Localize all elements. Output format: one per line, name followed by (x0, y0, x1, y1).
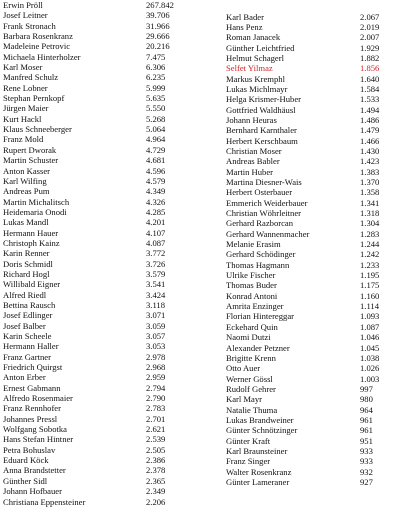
candidate-name: Otto Auer (226, 363, 261, 374)
candidate-name: Eduard Köck (3, 455, 49, 466)
candidate-name: Kurt Hackl (3, 113, 42, 124)
vote-count: 951 (360, 435, 373, 446)
vote-count: 1.430 (360, 145, 380, 156)
vote-count: 1.318 (360, 208, 380, 219)
vote-count: 927 (360, 476, 373, 487)
candidate-name: Franz Singer (226, 456, 271, 467)
candidate-name: Selfet Yilmaz (226, 63, 273, 74)
vote-count: 29.666 (146, 31, 170, 42)
vote-count: 3.424 (146, 289, 166, 300)
vote-count: 1.046 (360, 332, 380, 343)
vote-count: 1.026 (360, 363, 380, 374)
candidate-name: Rupert Dworak (3, 144, 57, 155)
vote-count: 4.087 (146, 237, 166, 248)
vote-count: 2.978 (146, 351, 166, 362)
vote-count: 3.059 (146, 320, 166, 331)
vote-count: 7.475 (146, 51, 166, 62)
candidate-name: Gottfried Waldhäusl (226, 104, 296, 115)
candidate-name: Konrad Antoni (226, 290, 278, 301)
candidate-name: Günter Kraft (226, 435, 271, 446)
candidate-name: Stephan Pernkopf (3, 93, 65, 104)
vote-count: 1.479 (360, 125, 380, 136)
candidate-name: Friedrich Quirgst (3, 362, 63, 373)
candidate-name: Werner Gössl (226, 373, 273, 384)
candidate-name: Helga Krismer-Huber (226, 94, 301, 105)
candidate-name: Madeleine Petrovic (3, 41, 71, 52)
vote-count: 5.268 (146, 113, 166, 124)
vote-count: 1.584 (360, 83, 380, 94)
candidate-name: Josef Balber (3, 320, 46, 331)
vote-count: 4.729 (146, 144, 166, 155)
vote-count: 4.964 (146, 134, 166, 145)
candidate-name: Karin Renner (3, 248, 50, 259)
candidate-name: Klaus Schneeberger (3, 124, 72, 135)
candidate-name: Anton Erber (3, 372, 46, 383)
vote-count: 1.341 (360, 197, 380, 208)
candidate-name: Ulrike Fischer (226, 270, 276, 281)
vote-count: 2.621 (146, 424, 166, 435)
vote-count: 1.244 (360, 239, 380, 250)
candidate-name: Karl Bader (226, 11, 264, 22)
vote-count: 1.882 (360, 52, 380, 63)
vote-count: 1.233 (360, 259, 380, 270)
vote-count: 3.726 (146, 258, 166, 269)
vote-count: 2.959 (146, 372, 166, 383)
candidate-name: Josef Leitner (3, 10, 48, 21)
candidate-name: Andreas Babler (226, 156, 280, 167)
vote-count: 1.045 (360, 342, 380, 353)
vote-count: 267.842 (146, 0, 174, 10)
candidate-name: Alfredo Rosenmaier (3, 393, 73, 404)
candidate-name: Hans Penz (226, 21, 263, 32)
candidate-name: Jürgen Maier (3, 103, 49, 114)
candidate-name: Rudolf Gehrer (226, 383, 276, 394)
vote-count: 2.539 (146, 434, 166, 445)
vote-count: 1.304 (360, 218, 380, 229)
candidate-name: Ernest Gabmann (3, 382, 61, 393)
vote-count: 2.386 (146, 455, 166, 466)
vote-count: 961 (360, 425, 373, 436)
candidate-name: Rene Lobner (3, 82, 48, 93)
candidate-name: Natalie Thuma (226, 404, 278, 415)
candidate-name: Willibald Eigner (3, 279, 61, 290)
vote-count: 933 (360, 445, 373, 456)
vote-count: 3.053 (146, 341, 166, 352)
candidate-name: Herbert Kerschbaum (226, 135, 298, 146)
candidate-name: Doris Schmidl (3, 258, 53, 269)
candidate-name: Franz Mold (3, 134, 44, 145)
candidate-name: Amrita Enzinger (226, 301, 284, 312)
candidate-name: Franz Rennhofer (3, 403, 61, 414)
vote-count: 1.003 (360, 373, 380, 384)
candidate-name: Martina Diesner-Wais (226, 177, 302, 187)
vote-count: 961 (360, 414, 373, 425)
candidate-name: Herbert Osterbauer (226, 187, 293, 198)
vote-count: 2.701 (146, 413, 166, 424)
vote-count: 1.466 (360, 135, 380, 146)
vote-count: 1.486 (360, 114, 380, 125)
candidate-name: Lukas Brandweiner (226, 414, 294, 425)
vote-count: 964 (360, 404, 373, 415)
candidate-name: Gerhard Wannenmacher (226, 228, 310, 239)
candidate-name: Gerhard Schödinger (226, 249, 296, 260)
vote-count: 1.856 (360, 63, 380, 74)
candidate-name: Franz Gartner (3, 351, 51, 362)
candidate-name: Eckehard Quin (226, 321, 278, 332)
candidate-name: Markus Kremphl (226, 73, 285, 84)
candidate-name: Petra Bohuslav (3, 444, 56, 455)
vote-count: 932 (360, 466, 373, 477)
candidate-name: Thomas Buder (226, 280, 277, 291)
candidate-name: Hermann Hauer (3, 227, 59, 238)
candidate-name: Melanie Erasim (226, 239, 281, 250)
vote-count: 4.349 (146, 186, 166, 197)
candidate-name: Hermann Haller (3, 341, 59, 352)
candidate-name: Naomi Dutzi (226, 332, 271, 343)
vote-count: 3.541 (146, 279, 166, 290)
vote-count: 2.365 (146, 475, 166, 486)
vote-count: 1.640 (360, 73, 380, 84)
vote-count: 2.794 (146, 382, 166, 393)
vote-count: 31.966 (146, 20, 170, 31)
candidate-name: Brigitte Krenn (226, 352, 276, 363)
vote-count: 1.175 (360, 280, 380, 291)
vote-count: 5.999 (146, 82, 166, 93)
candidate-name: Erwin Pröll (3, 0, 43, 10)
vote-count: 3.579 (146, 268, 166, 279)
vote-count: 2.968 (146, 362, 166, 373)
vote-count: 3.071 (146, 310, 166, 321)
vote-count: 933 (360, 456, 373, 467)
vote-count: 1.929 (360, 42, 380, 53)
vote-count: 1.114 (360, 301, 380, 312)
candidate-name: Christian Wöhrleitner (226, 208, 302, 219)
vote-count: 2.790 (146, 393, 166, 404)
candidate-name: Thomas Hagmann (226, 259, 290, 270)
candidate-name: Manfred Schulz (3, 72, 59, 83)
vote-count: 5.550 (146, 103, 166, 114)
candidate-name: Michaela Hinterholzer (3, 51, 81, 62)
candidate-name: Frank Stronach (3, 20, 56, 31)
vote-count: 1.494 (360, 104, 380, 115)
vote-count: 5.635 (146, 93, 166, 104)
vote-count: 5.064 (146, 124, 166, 135)
vote-count: 4.579 (146, 175, 166, 186)
candidate-name: Florian Hintereggar (226, 311, 295, 322)
candidate-name: Karl Mayr (226, 394, 263, 405)
candidate-name: Anton Kasser (3, 165, 51, 176)
vote-count: 2.019 (360, 21, 380, 32)
candidate-name: Bernhard Karnthaler (226, 125, 297, 136)
candidate-name: Roman Janacek (226, 32, 281, 43)
vote-count: 2.505 (146, 444, 166, 455)
candidate-name: Martin Michalitsch (3, 196, 70, 207)
vote-count: 2.206 (146, 496, 166, 507)
vote-count: 2.783 (146, 403, 166, 414)
candidate-name: Martin Huber (226, 166, 274, 177)
candidate-name: Andreas Pum (3, 186, 50, 197)
candidate-name: Lukas Mandl (3, 217, 49, 228)
candidate-name: Bettina Rausch (3, 299, 56, 310)
candidate-name: Barbara Rosenkranz (3, 31, 73, 42)
vote-count: 20.216 (146, 41, 170, 52)
candidate-name: Johann Heuras (226, 114, 277, 125)
candidate-name: Karin Scheele (3, 331, 52, 341)
candidate-name: Johannes Pressl (3, 413, 58, 424)
candidate-name: Christoph Kainz (3, 237, 60, 248)
vote-count: 1.283 (360, 228, 380, 239)
vote-count: 39.706 (146, 10, 170, 21)
candidate-name: Wolfgang Sobotka (3, 424, 67, 435)
candidate-name: Emmerich Weiderbauer (226, 197, 308, 208)
candidate-name: Gerhard Razborcan (226, 218, 294, 229)
vote-count: 1.423 (360, 156, 380, 167)
vote-count: 3.772 (146, 248, 166, 259)
vote-count: 3.057 (146, 331, 166, 341)
candidate-name: Josef Edlinger (3, 310, 53, 321)
vote-count: 4.201 (146, 217, 166, 228)
vote-count: 1.093 (360, 311, 380, 322)
vote-count: 2.349 (146, 486, 166, 497)
candidate-name: Richard Hogl (3, 268, 50, 279)
vote-count: 6.235 (146, 72, 166, 83)
vote-count: 1.195 (360, 270, 380, 281)
vote-count: 997 (360, 383, 373, 394)
candidate-name: Helmut Schagerl (226, 52, 284, 63)
candidate-name: Martin Schuster (3, 155, 59, 166)
vote-count: 4.285 (146, 206, 166, 217)
candidate-name: Karl Moser (3, 62, 43, 73)
vote-count: 1.370 (360, 177, 380, 187)
candidate-name: Günter Schnötzinger (226, 425, 298, 436)
candidate-name: Walter Rosenkranz (226, 466, 292, 477)
candidate-name: Lukas Michlmayr (226, 83, 288, 94)
candidate-name: Alexander Petzner (226, 342, 290, 353)
vote-count: 2.067 (360, 11, 380, 22)
vote-count: 4.107 (146, 227, 166, 238)
vote-count: 2.378 (146, 465, 166, 476)
vote-count: 1.160 (360, 290, 380, 301)
candidate-name: Heidemaria Onodi (3, 206, 67, 217)
candidate-name: Günther Sidl (3, 475, 48, 486)
vote-count: 980 (360, 394, 373, 405)
candidate-name: Christian Moser (226, 145, 282, 156)
vote-count: 3.118 (146, 299, 166, 310)
candidate-name: Alfred Riedl (3, 289, 47, 300)
vote-count: 1.087 (360, 321, 380, 332)
vote-count: 1.358 (360, 187, 380, 198)
candidate-name: Karl Braunsteiner (226, 445, 288, 456)
vote-count: 1.533 (360, 94, 380, 105)
vote-count: 2.007 (360, 32, 380, 43)
candidate-name: Johann Hofbauer (3, 486, 62, 497)
vote-count: 4.681 (146, 155, 166, 166)
candidate-name: Karl Wilfing (3, 175, 47, 186)
vote-count: 4.596 (146, 165, 166, 176)
candidate-name: Anna Brandstetter (3, 465, 66, 476)
vote-count: 1.038 (360, 352, 380, 363)
vote-count: 6.306 (146, 62, 166, 73)
vote-count: 1.242 (360, 249, 380, 260)
candidate-name: Günther Leichtfried (226, 42, 295, 53)
candidate-name: Christiana Eppensteiner (3, 496, 86, 507)
vote-count: 1.383 (360, 166, 380, 177)
candidate-name: Günter Lameraner (226, 476, 290, 487)
vote-count: 4.326 (146, 196, 166, 207)
candidate-name: Hans Stefan Hintner (3, 434, 74, 445)
